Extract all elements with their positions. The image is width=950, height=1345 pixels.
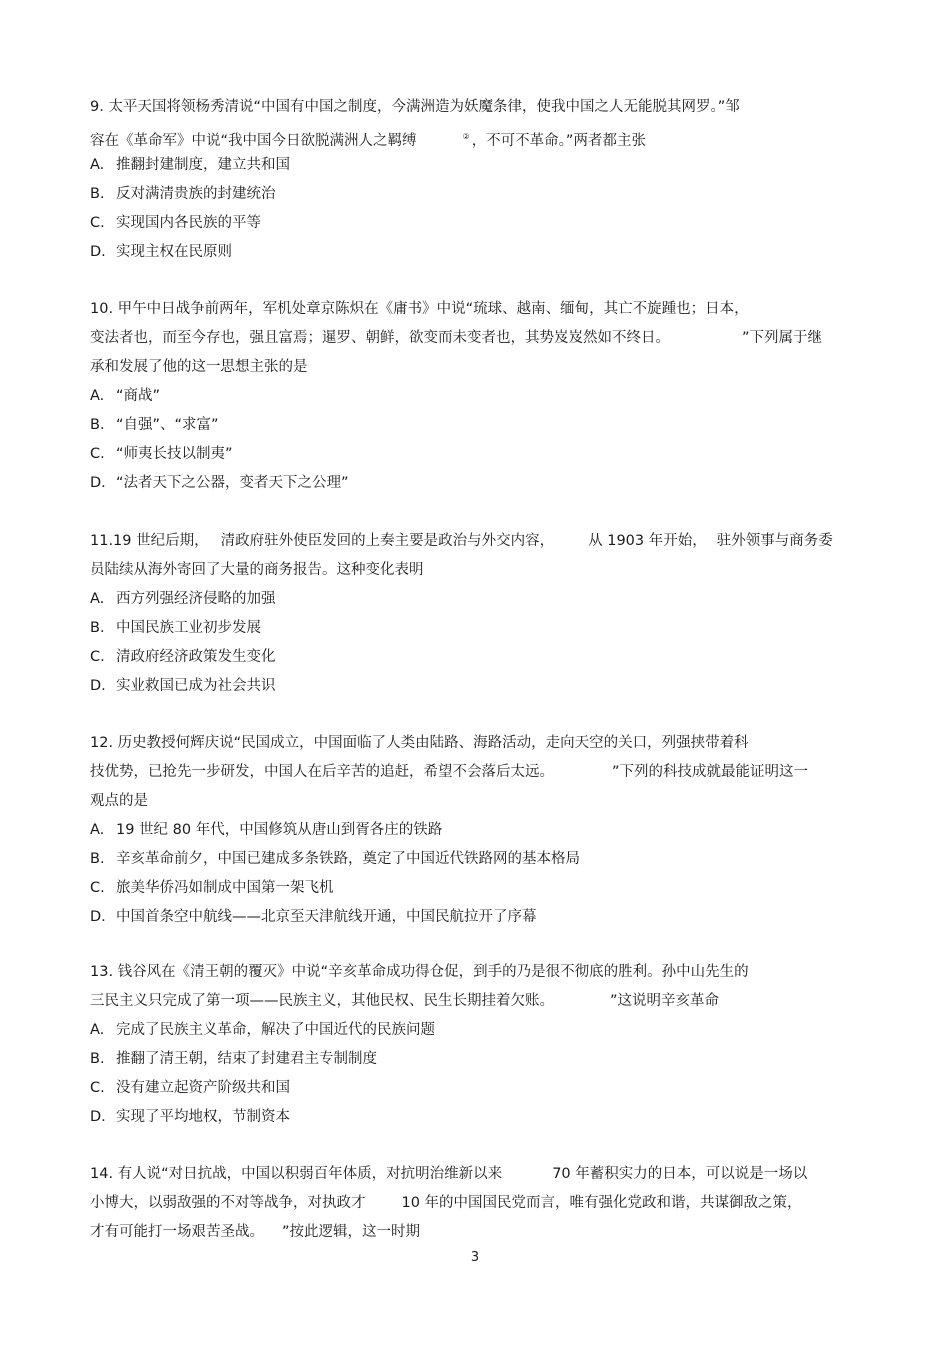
- option-text: 反对满清贵族的封建统治: [116, 186, 276, 202]
- option-key: B.: [90, 1051, 105, 1067]
- option-a: [90, 585, 855, 614]
- question-11: [90, 527, 855, 701]
- option-key: C.: [90, 446, 105, 462]
- stem-text: 从 1903 年开始，: [588, 533, 707, 549]
- question-stem-line: 12. 历史教授何辉庆说“民国成立，中国面临了人类由陆路、海路活动，走向天空的关口，列强挟带着科: [90, 735, 749, 751]
- stem-text: 技优势，已抢先一步研发，中国人在后辛苦的追赶，希望不会落后太远。: [90, 764, 554, 780]
- option-b: [90, 1045, 855, 1074]
- option-text: 实现国内各民族的平等: [116, 215, 261, 231]
- option-key: C.: [90, 215, 105, 231]
- option-key: A.: [90, 388, 105, 404]
- option-c: [90, 874, 855, 903]
- stem-text: 小博大，以弱敌强的不对等战争，对执政才: [90, 1195, 366, 1211]
- question-stem-line: [90, 324, 855, 353]
- stem-text: ”下列属于继: [742, 330, 823, 346]
- option-key: D.: [90, 678, 106, 694]
- stem-text: 才有可能打一场艰苦圣战。: [90, 1224, 264, 1240]
- question-stem-line: [90, 527, 855, 556]
- stem-text: ”这说明辛亥革命: [610, 993, 720, 1009]
- option-a: [90, 151, 855, 180]
- question-stem-line: [90, 987, 855, 1016]
- option-key: A.: [90, 157, 105, 173]
- option-text: 实现了平均地权，节制资本: [116, 1109, 290, 1125]
- option-text: 推翻了清王朝，结束了封建君主专制制度: [116, 1051, 377, 1067]
- stem-text: 清政府驻外使臣发回的上奏主要是政治与外交内容，: [220, 533, 555, 549]
- option-text: “法者天下之公器，变者天下之公理”: [116, 475, 349, 491]
- stem-text: 10 年的中国国民党而言，唯有强化党政和谐，共谋御敌之策，: [401, 1195, 802, 1211]
- question-14: [90, 1160, 855, 1247]
- option-d: [90, 1103, 855, 1132]
- option-text: 清政府经济政策发生变化: [116, 649, 276, 665]
- question-9: [90, 93, 855, 267]
- option-text: 完成了民族主义革命，解决了中国近代的民族问题: [116, 1022, 435, 1038]
- stem-text: 驻外领事与商务委: [716, 533, 833, 549]
- option-c: [90, 209, 855, 238]
- option-text: “师夷长技以制夷”: [116, 446, 233, 462]
- option-key: B.: [90, 186, 105, 202]
- stem-text: 容在《革命军》中说“我中国今日欲脱满洲人之羁缚: [90, 132, 417, 149]
- option-text: 实现主权在民原则: [116, 244, 232, 260]
- question-stem-line: 员陆续从海外寄回了大量的商务报告。这种变化表明: [90, 562, 424, 578]
- question-13: [90, 958, 855, 1132]
- question-10: [90, 295, 855, 498]
- option-b: [90, 180, 855, 209]
- question-stem-line: [90, 1189, 855, 1218]
- option-b: [90, 614, 855, 643]
- stem-text: 11.19 世纪后期，: [90, 533, 209, 549]
- option-text: 没有建立起资产阶级共和国: [116, 1080, 290, 1096]
- option-a: [90, 816, 855, 845]
- option-c: [90, 643, 855, 672]
- question-stem-line: [90, 758, 855, 787]
- option-d: [90, 469, 855, 498]
- question-stem-line: 13. 钱谷风在《清王朝的覆灭》中说“辛亥革命成功得仓促，到手的乃是很不彻底的胜利。孙中山先生的: [90, 964, 749, 980]
- question-stem-line: [90, 122, 855, 151]
- question-stem-line: [90, 1160, 855, 1189]
- option-d: [90, 238, 855, 267]
- footnote-marker: ②: [462, 132, 470, 141]
- stem-text: 70 年蓄积实力的日本，可以说是一场以: [552, 1166, 808, 1182]
- option-key: D.: [90, 244, 106, 260]
- option-key: D.: [90, 475, 106, 491]
- question-stem-line: 9. 太平天国将领杨秀清说“中国有中国之制度，今满洲造为妖魔条律，使我中国之人无能脱其网罗。”邹: [90, 99, 740, 115]
- option-key: B.: [90, 851, 105, 867]
- question-12: [90, 729, 855, 932]
- option-key: C.: [90, 880, 105, 896]
- option-key: D.: [90, 1109, 106, 1125]
- question-stem-line: 10. 甲午中日战争前两年，军机处章京陈炽在《庸书》中说“琉球、越南、缅甸，其亡不旋踵也；日本，: [90, 301, 749, 317]
- option-d: [90, 903, 855, 932]
- page-number: 3: [470, 1250, 480, 1265]
- option-d: [90, 672, 855, 701]
- option-text: 旅美华侨冯如制成中国第一架飞机: [116, 880, 334, 896]
- option-key: D.: [90, 909, 106, 925]
- option-b: [90, 411, 855, 440]
- option-key: A.: [90, 822, 105, 838]
- option-text: 实业救国已成为社会共识: [116, 678, 276, 694]
- option-key: B.: [90, 417, 105, 433]
- option-text: 19 世纪 80 年代，中国修筑从唐山到胥各庄的铁路: [116, 822, 443, 838]
- option-text: 中国首条空中航线——北京至天津航线开通，中国民航拉开了序幕: [116, 909, 537, 925]
- option-text: 中国民族工业初步发展: [116, 620, 261, 636]
- stem-text: 三民主义只完成了第一项——民族主义，其他民权、民生长期挂着欠账。: [90, 993, 554, 1009]
- option-text: 西方列强经济侵略的加强: [116, 591, 276, 607]
- option-key: A.: [90, 591, 105, 607]
- stem-text: ”按此逻辑，这一时期: [282, 1224, 421, 1240]
- question-stem-line: [90, 1218, 855, 1247]
- option-a: [90, 1016, 855, 1045]
- option-key: C.: [90, 649, 105, 665]
- option-key: C.: [90, 1080, 105, 1096]
- stem-text: 变法者也，而至今存也，强且富焉；暹罗、朝鲜，欲变而未变者也，其势岌岌然如不终日。: [90, 330, 670, 346]
- option-text: “自强”、“求富”: [116, 417, 219, 433]
- option-text: 辛亥革命前夕，中国已建成多条铁路，奠定了中国近代铁路网的基本格局: [116, 851, 580, 867]
- option-c: [90, 1074, 855, 1103]
- option-key: A.: [90, 1022, 105, 1038]
- option-c: [90, 440, 855, 469]
- stem-text: 14. 有人说“对日抗战，中国以积弱百年体质，对抗明治维新以来: [90, 1166, 503, 1182]
- option-key: B.: [90, 620, 105, 636]
- option-text: “商战”: [116, 388, 161, 404]
- option-b: [90, 845, 855, 874]
- option-a: [90, 382, 855, 411]
- question-stem-line: 观点的是: [90, 793, 148, 809]
- question-stem-line: 承和发展了他的这一思想主张的是: [90, 359, 308, 375]
- stem-text: ”下列的科技成就最能证明这一: [612, 764, 809, 780]
- stem-text: ，不可不革命。”两者都主张: [471, 132, 646, 149]
- option-text: 推翻封建制度，建立共和国: [116, 157, 290, 173]
